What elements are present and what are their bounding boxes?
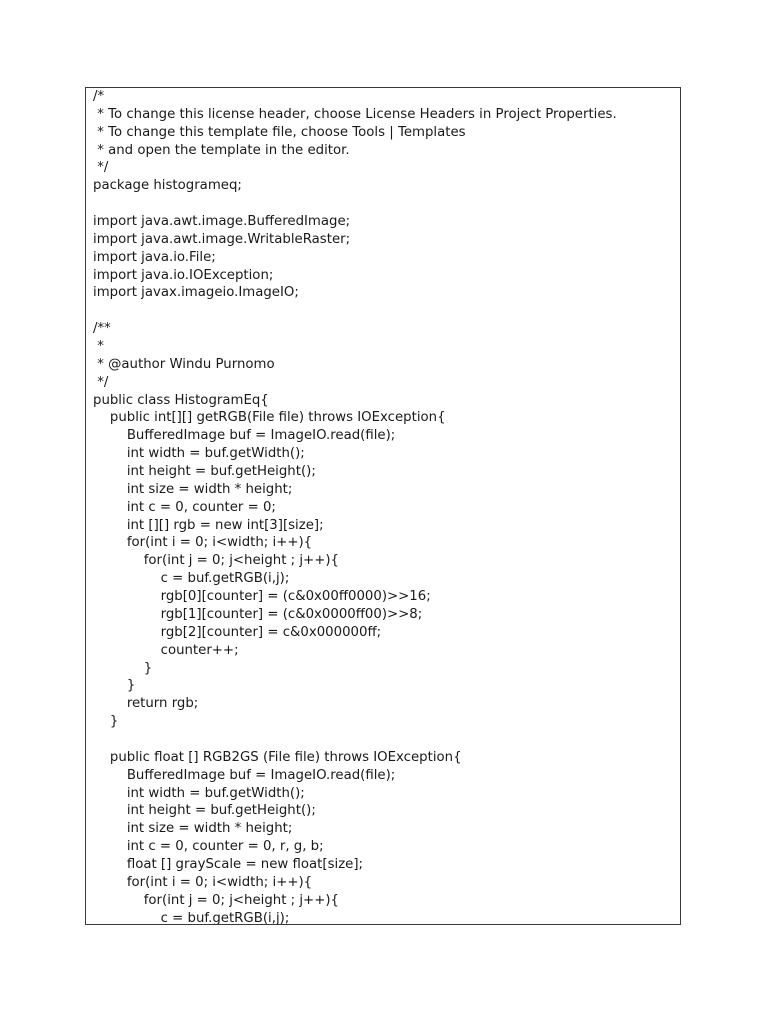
- code-line: for(int i = 0; i<width; i++){: [93, 874, 313, 890]
- code-line: public int[][] getRGB(File file) throws IOException{: [93, 410, 446, 426]
- code-line: counter++;: [93, 642, 239, 658]
- code-line: int size = width * height;: [93, 821, 293, 837]
- code-line: int width = buf.getWidth();: [93, 446, 305, 462]
- code-line: *: [93, 339, 104, 355]
- code-line: import java.io.IOException;: [93, 267, 274, 283]
- code-line: [93, 302, 617, 320]
- code-lines: [93, 88, 617, 925]
- code-line: c = buf.getRGB(i,j);: [93, 571, 290, 587]
- code-line: }: [93, 714, 119, 730]
- code-listing-box: [85, 87, 681, 925]
- code-line: */: [93, 160, 109, 176]
- code-line: int c = 0, counter = 0, r, g, b;: [93, 839, 324, 855]
- code-line: rgb[0][counter] = (c&0x00ff0000)>>16;: [93, 589, 431, 605]
- code-line: import javax.imageio.ImageIO;: [93, 285, 299, 301]
- code-line: float [] grayScale = new float[size];: [93, 856, 364, 872]
- code-line: * and open the template in the editor.: [93, 142, 350, 158]
- code-line: BufferedImage buf = ImageIO.read(file);: [93, 428, 396, 444]
- code-line: for(int j = 0; j<height ; j++){: [93, 553, 339, 569]
- code-line: * To change this license header, choose License Headers in Project Properties.: [93, 106, 617, 122]
- code-line: import java.awt.image.BufferedImage;: [93, 214, 351, 230]
- code-line: */: [93, 374, 109, 390]
- code-line: }: [93, 660, 153, 676]
- code-line: int c = 0, counter = 0;: [93, 499, 276, 515]
- code-line: /**: [93, 321, 111, 337]
- code-line: import java.io.File;: [93, 249, 216, 265]
- code-line: BufferedImage buf = ImageIO.read(file);: [93, 767, 396, 783]
- code-line: int height = buf.getHeight();: [93, 464, 316, 480]
- code-line: public float [] RGB2GS (File file) throws IOException{: [93, 749, 462, 765]
- code-line: return rgb;: [93, 696, 199, 712]
- code-line: import java.awt.image.WritableRaster;: [93, 231, 351, 247]
- code-line: int width = buf.getWidth();: [93, 785, 305, 801]
- code-line: int [][] rgb = new int[3][size];: [93, 517, 324, 533]
- code-line: [93, 731, 617, 749]
- code-line: c = buf.getRGB(i,j);: [93, 910, 290, 925]
- code-line: rgb[1][counter] = (c&0x0000ff00)>>8;: [93, 606, 423, 622]
- code-line: for(int j = 0; j<height ; j++){: [93, 892, 339, 908]
- code-line: }: [93, 678, 136, 694]
- code-line: [93, 195, 617, 213]
- code-line: int size = width * height;: [93, 481, 293, 497]
- code-line: /*: [93, 89, 105, 104]
- code-line: rgb[2][counter] = c&0x000000ff;: [93, 624, 382, 640]
- code-line: public class HistogramEq{: [93, 392, 269, 408]
- code-line: package histogrameq;: [93, 178, 242, 194]
- code-line: int height = buf.getHeight();: [93, 803, 316, 819]
- code-line: * @author Windu Purnomo: [93, 356, 275, 372]
- code-line: * To change this template file, choose Tools | Templates: [93, 124, 466, 140]
- code-line: for(int i = 0; i<width; i++){: [93, 535, 313, 551]
